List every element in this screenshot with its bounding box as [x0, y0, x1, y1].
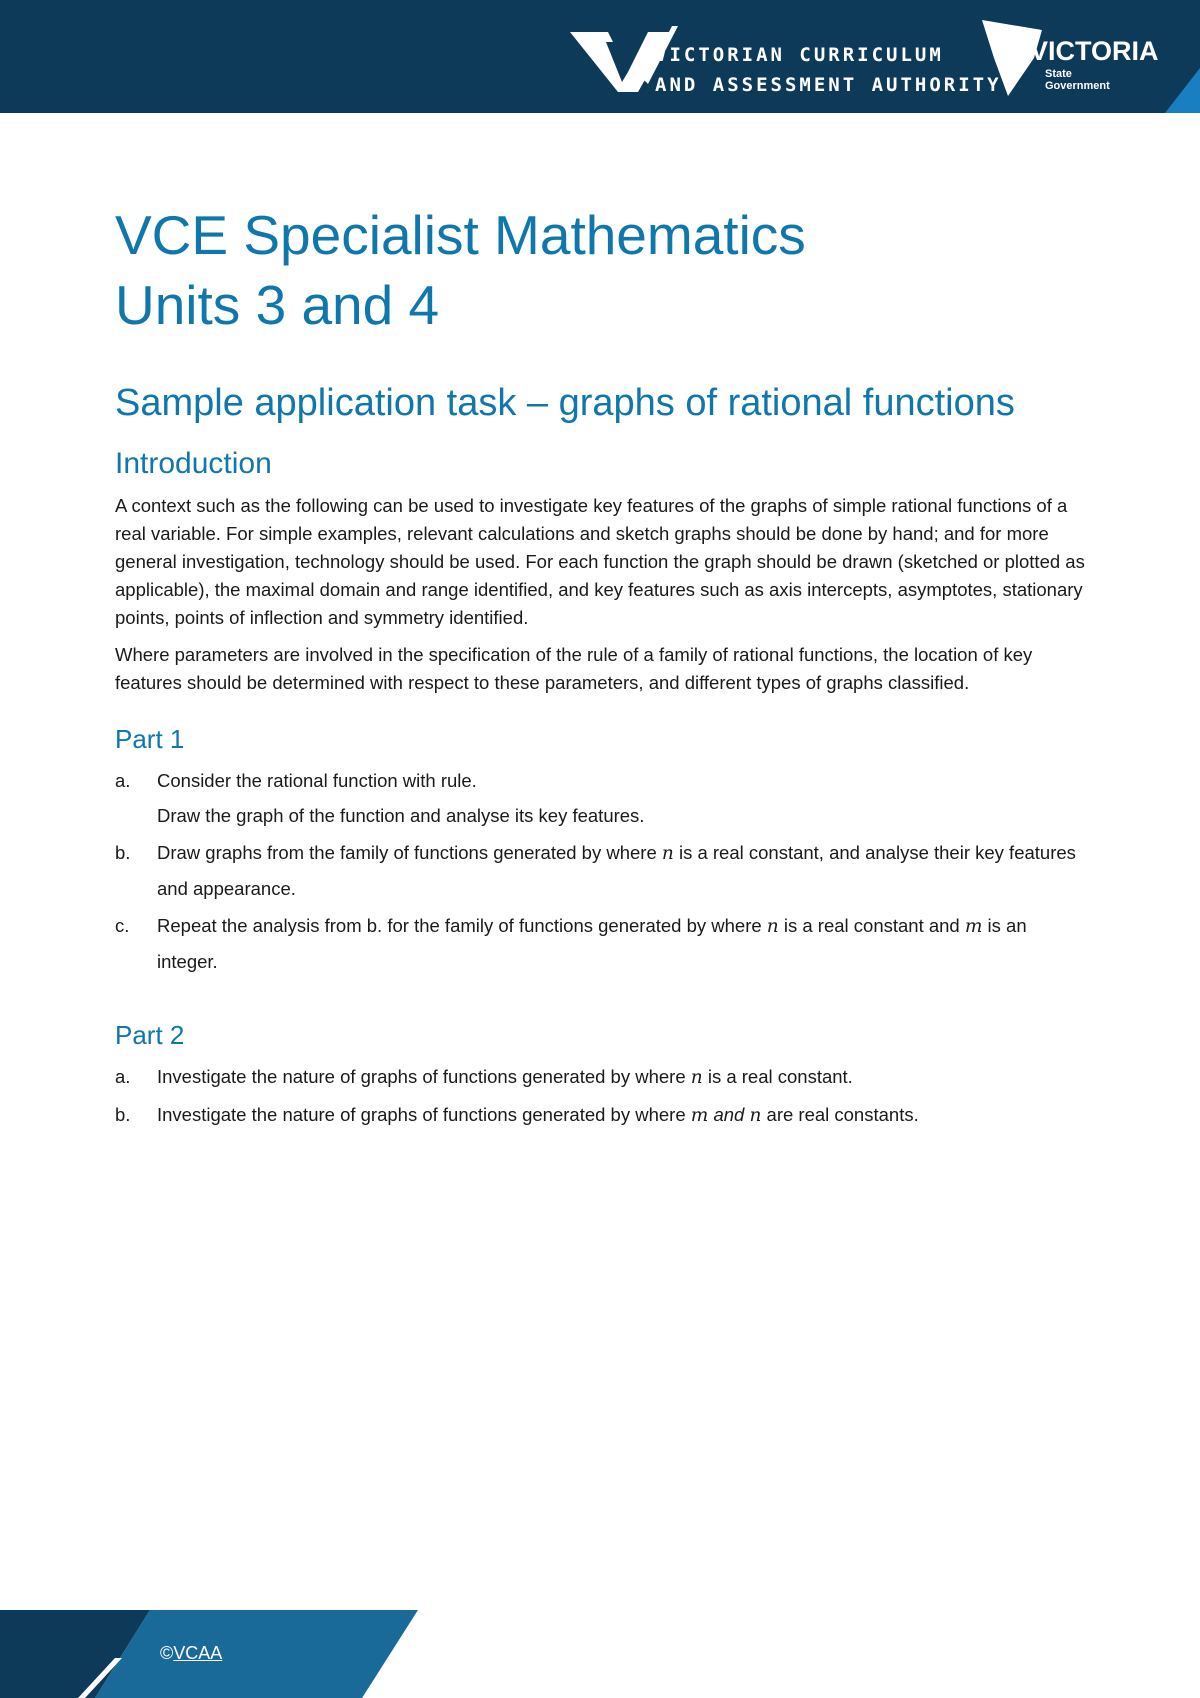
gov-sub-line2: Government [1045, 80, 1110, 92]
part2-b-pre: Investigate the nature of graphs of functions generated by where [157, 1104, 691, 1125]
part2-item-b [115, 1097, 1090, 1133]
part1-a-text1: Consider the rational function with rule. [157, 770, 477, 791]
part1-item-c [115, 908, 1090, 979]
variable-m: m [964, 916, 983, 937]
part1-b-post: is a real constant, and analyse their key features and appearance. [157, 842, 1076, 899]
part2-item-a [115, 1059, 1090, 1095]
variable-n: n [661, 843, 674, 864]
part2-a-post: is a real constant. [702, 1066, 853, 1087]
org-name-line2: AND ASSESSMENT AUTHORITY [655, 74, 1002, 96]
variable-n: n [749, 1105, 762, 1126]
part2-a-pre: Investigate the nature of graphs of functions generated by where [157, 1066, 691, 1087]
part1-c-mid: is a real constant and [778, 915, 965, 936]
part1-heading: Part 1 [115, 724, 185, 754]
part1-b-pre: Draw graphs from the family of functions generated by where [157, 842, 662, 863]
state-government-label [1045, 68, 1110, 92]
part1-c-pre: Repeat the analysis from b. for the family of functions generated by where [157, 915, 767, 936]
part1-item-a [115, 763, 1090, 833]
intro-heading: Introduction [115, 447, 272, 480]
item-letter: b. [115, 1104, 131, 1125]
item-letter: a. [115, 770, 131, 791]
page-title [115, 200, 1090, 340]
copyright-symbol: © [160, 1643, 174, 1663]
title-line1: VCE Specialist Mathematics [115, 204, 806, 266]
item-letter: b. [115, 842, 131, 863]
part2-heading: Part 2 [115, 1020, 185, 1050]
part1-item-b [115, 835, 1090, 906]
part1-c-post: is an integer. [157, 915, 1027, 972]
part1-a-text2: Draw the graph of the function and analyse its key features. [157, 805, 645, 826]
header-band [0, 0, 1200, 113]
footer-copyright [160, 1643, 222, 1664]
victoria-wordmark: VICTORIA [1030, 36, 1159, 66]
document-body [115, 200, 1090, 1135]
item-letter: c. [115, 915, 130, 936]
variable-m: m [690, 1105, 709, 1126]
org-name-line1: VICTORIAN CURRICULUM [655, 44, 944, 66]
part2-b-post: are real constants. [761, 1104, 919, 1125]
variable-n: n [690, 1067, 703, 1088]
title-line2: Units 3 and 4 [115, 274, 440, 336]
intro-paragraph-1: A context such as the following can be used to investigate key features of the graphs of simple rational functions of a real variable. For simple examples, relevant calculations and sketch graphs should be done by hand; and for more general investigation, technology should be used. For each function the graph should be drawn (sketched or plotted as applicable), the maximal domain and range identified, and key features such as axis intercepts, asymptotes, stationary points, points of inflection and symmetry identified. [115, 495, 1085, 628]
vcaa-wordmark [655, 40, 1002, 100]
gov-sub-line1: State [1045, 68, 1072, 80]
item-letter: a. [115, 1066, 131, 1087]
variable-n: n [766, 916, 779, 937]
and-word: and [708, 1104, 750, 1125]
intro-paragraph-2: Where parameters are involved in the specification of the rule of a family of rational functions, the location of key features should be determined with respect to these parameters, and different types of graphs classified. [115, 644, 1033, 693]
document-subtitle: Sample application task – graphs of rational functions [115, 382, 1015, 424]
vcaa-link[interactable]: VCAA [173, 1643, 223, 1663]
